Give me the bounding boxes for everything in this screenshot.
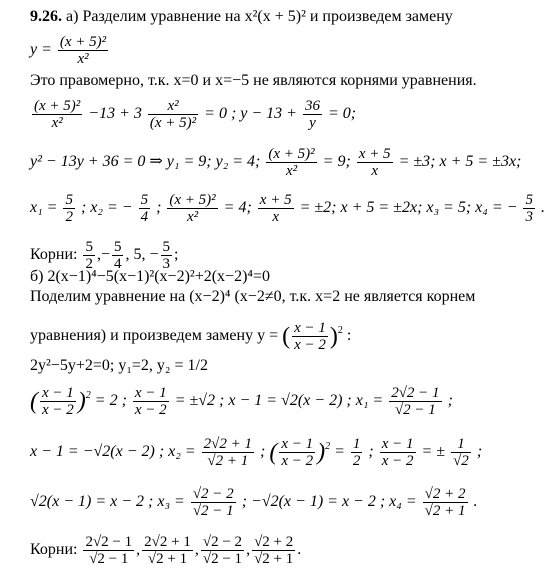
fraction <box>451 436 471 469</box>
part-a-intro: Разделим уравнение на x²(x + 5)² и произведем замену <box>82 8 453 25</box>
equation-line-2 <box>30 146 521 179</box>
part-b-roots-line <box>30 534 301 567</box>
part-a-label: а) <box>66 8 79 25</box>
fraction-numerator: 5 <box>140 192 149 208</box>
equation-text: ; <box>156 199 162 217</box>
part-b-equation: 2(x−1)⁴−5(x−1)²(x−2)²+2(x−2)⁴=0 <box>47 268 271 285</box>
exponent: 2 <box>337 325 343 337</box>
fraction-numerator: 5 <box>65 192 73 208</box>
fraction <box>142 534 193 567</box>
fraction-denominator: √2 + 1 <box>207 453 249 469</box>
equation-text: ; <box>447 392 453 410</box>
fraction-denominator: x² <box>77 51 89 67</box>
fraction-denominator: 4 <box>113 256 122 272</box>
part-b-line-3 <box>30 320 351 353</box>
fraction-numerator: 36 <box>304 98 320 114</box>
equation-text: . <box>297 541 302 559</box>
part-b-equation-line <box>30 268 270 286</box>
part-b-line-4: 2y²−5y+2=0; y₁=2, y₂ = 1/2 <box>30 357 208 374</box>
fraction-denominator: x − 2 <box>281 453 314 469</box>
fraction-denominator: x <box>272 209 280 225</box>
fraction-numerator: 1 <box>352 436 361 452</box>
fraction <box>191 486 236 519</box>
fraction <box>133 385 169 418</box>
equation-text: , <box>246 541 251 559</box>
equation-text: ; −√2(x − 1) = x − 2 ; x₄ = <box>241 493 417 511</box>
fraction <box>380 436 416 469</box>
fraction-numerator: √2 + 2 <box>254 534 294 550</box>
fraction <box>357 146 393 179</box>
equation-text: ,− <box>96 246 110 264</box>
part-b-label: б) <box>30 268 44 285</box>
fraction-numerator: (x + 5)² <box>268 146 315 162</box>
roots-label: Корни: <box>30 246 78 264</box>
justification-line: Это правомерно, т.к. x=0 и x=−5 не являются корнями уравнения. <box>30 72 477 89</box>
fraction-denominator: √2 + 1 <box>424 503 466 519</box>
fraction-numerator: 2√2 + 1 <box>144 534 191 550</box>
fraction <box>258 192 294 225</box>
equation-text: −13 + 3 <box>88 105 142 123</box>
equation-text: , <box>194 541 199 559</box>
equation-text: ; <box>259 443 266 461</box>
equation-text: , <box>136 541 141 559</box>
fraction <box>303 98 322 131</box>
exponent: 2 <box>325 441 331 453</box>
part-b-line-5 <box>30 385 453 418</box>
equation-text: = ±2; x + 5 = ±2x; x₃ = 5; x₄ = − <box>299 199 518 217</box>
equation-text: ; <box>368 443 374 461</box>
equation-text: = 4; <box>223 199 252 217</box>
fraction-denominator: x² <box>51 115 63 131</box>
fraction-numerator: (x + 5)² <box>59 34 107 50</box>
equation-text: , 5, − <box>125 246 159 264</box>
fraction-denominator: 2 <box>85 256 93 272</box>
problem-number: 9.26. <box>30 8 62 25</box>
substitution-fraction <box>58 34 108 67</box>
fraction-denominator: √2 − 1 <box>394 402 436 418</box>
equation-text: ; <box>174 246 179 264</box>
paren-close: ) <box>77 388 86 415</box>
equation-text: = 9; <box>322 153 351 171</box>
fraction-denominator: x − 2 <box>294 337 326 353</box>
fraction-denominator: 3 <box>525 209 533 225</box>
fraction-denominator: 3 <box>162 256 171 272</box>
equation-text: = <box>334 443 345 461</box>
fraction-numerator: x − 1 <box>134 385 167 401</box>
equation-text: . <box>473 493 478 511</box>
fraction-numerator: x − 1 <box>381 436 414 452</box>
fraction-numerator: √2 − 2 <box>202 534 243 550</box>
fraction-numerator: 5 <box>162 239 171 255</box>
equation-text: : <box>346 327 352 345</box>
fraction <box>252 534 295 567</box>
fraction-numerator: x² <box>148 98 198 115</box>
equation-text: = 0 ; y − 13 + <box>204 105 297 123</box>
fraction <box>389 385 441 418</box>
equation-text: x₁ = <box>30 199 58 217</box>
equation-text: . <box>540 199 545 217</box>
exponent: 2 <box>85 390 91 402</box>
paren-open: ( <box>30 388 38 415</box>
fraction <box>83 534 134 567</box>
equation-text: √2(x − 1) = x − 2 ; x₃ = <box>30 493 185 511</box>
part-a-intro-line <box>30 8 453 26</box>
fraction <box>351 436 363 469</box>
fraction-numerator: x + 5 <box>259 192 292 208</box>
equation-line-3 <box>30 192 545 225</box>
fraction-numerator: x − 1 <box>294 320 326 336</box>
fraction-denominator: x − 2 <box>134 402 167 418</box>
fraction <box>63 192 75 225</box>
substitution-line <box>30 34 110 67</box>
fraction-numerator: (x + 5)² <box>169 192 216 208</box>
fraction-denominator: √2 <box>453 453 469 469</box>
paren-open: ( <box>269 439 278 466</box>
fraction <box>148 98 198 131</box>
part-b-line-2: Поделим уравнение на (x−2)⁴ (x−2≠0, т.к. x=2 не является корнем <box>30 288 476 305</box>
fraction-numerator: 2√2 − 1 <box>85 534 133 550</box>
paren-open: ( <box>282 323 291 350</box>
fraction <box>523 192 535 225</box>
fraction <box>292 320 328 353</box>
fraction-denominator: x <box>371 163 378 179</box>
fraction-numerator: x − 1 <box>42 385 74 401</box>
part-b-line-6 <box>30 436 482 469</box>
equation-text: = ±√2 ; x − 1 = √2(x − 2) ; x₁ = <box>174 392 384 410</box>
equation-text: ; <box>476 443 483 461</box>
roots-label: Корни: <box>30 541 78 559</box>
paren-close: ) <box>317 439 326 466</box>
fraction-denominator: x² <box>285 163 298 179</box>
fraction-denominator: √2 − 1 <box>89 551 129 567</box>
fraction <box>201 534 244 567</box>
fraction-denominator: y <box>309 115 316 131</box>
equation-text: = 2 ; <box>94 392 127 410</box>
fraction-numerator: √2 − 2 <box>192 486 234 502</box>
fraction-denominator: x² <box>186 209 199 225</box>
fraction <box>279 436 315 469</box>
fraction-numerator: x − 1 <box>281 436 314 452</box>
part-b-line-7 <box>30 486 478 519</box>
equation-text: уравнения) и произведем замену y = <box>30 327 279 345</box>
fraction-denominator: 2 <box>65 209 73 225</box>
substitution-lhs: y = <box>30 41 52 59</box>
equation-text: = 0; <box>327 105 357 123</box>
fraction <box>202 436 254 469</box>
fraction <box>167 192 217 225</box>
fraction <box>423 486 468 519</box>
fraction-denominator: x − 2 <box>42 402 74 418</box>
fraction-denominator: √2 − 1 <box>192 503 234 519</box>
fraction-numerator: (x + 5)² <box>34 98 81 114</box>
fraction-numerator: x + 5 <box>358 146 391 162</box>
fraction-denominator: 2 <box>352 453 361 469</box>
fraction-numerator: 1 <box>451 436 471 453</box>
fraction-numerator: √2 + 2 <box>424 486 466 502</box>
fraction-denominator: √2 + 1 <box>147 551 188 567</box>
fraction-denominator: 4 <box>140 209 149 225</box>
fraction <box>266 146 316 179</box>
equation-text: ; x₂ = − <box>80 199 133 217</box>
fraction-numerator: 2√2 − 1 <box>391 385 440 401</box>
equation-text: x − 1 = −√2(x − 2) ; x₂ = <box>30 443 196 461</box>
fraction-denominator: √2 + 1 <box>254 551 294 567</box>
fraction-numerator: 5 <box>85 239 93 255</box>
fraction-numerator: 2√2 + 1 <box>203 436 252 452</box>
paren-close: ) <box>329 323 338 350</box>
fraction-denominator: x − 2 <box>381 453 414 469</box>
equation-line-1 <box>30 98 356 131</box>
fraction-denominator: (x + 5)² <box>149 115 197 131</box>
fraction-denominator: √2 − 1 <box>202 551 243 567</box>
fraction <box>139 192 151 225</box>
equation-text: = ±3; x + 5 = ±3x; <box>398 153 522 171</box>
equation-text: = ± <box>421 443 446 461</box>
fraction <box>32 98 82 131</box>
fraction-numerator: 5 <box>113 239 122 255</box>
equation-text: y² − 13y + 36 = 0 ⇒ y₁ = 9; y₂ = 4; <box>30 153 261 171</box>
fraction-numerator: 5 <box>525 192 533 208</box>
fraction <box>40 385 76 418</box>
